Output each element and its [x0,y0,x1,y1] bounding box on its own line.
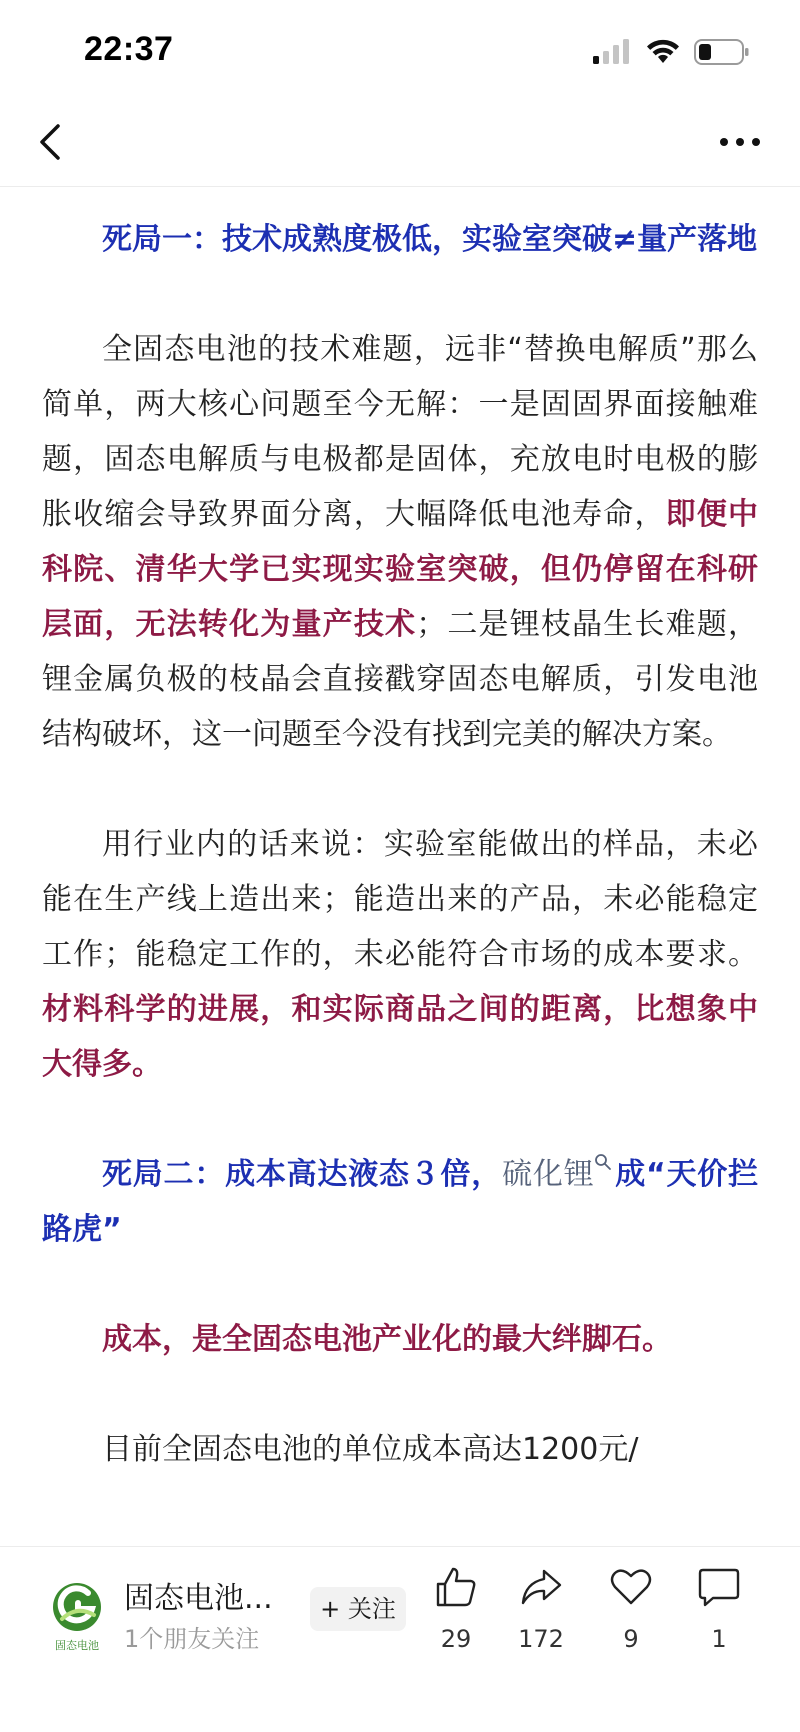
back-button[interactable] [28,118,76,166]
comment-button[interactable] [684,1565,754,1653]
follow-button[interactable]: + 关注 [310,1587,406,1631]
article-paragraph-1 [42,322,758,762]
status-bar [0,0,800,100]
comment-count: 1 [711,1625,727,1653]
paragraph-text: 全固态电池的技术难题，远非“替换电解质”那么简单，两大核心问题至今无解：一是固固界面接触难题，固态电解质与电极都是固体，充放电时电极的膨胀收缩会导致界面分离，大幅降低电池寿命， [42,332,758,532]
article-body [42,212,758,1477]
signal-icon [592,39,632,65]
wifi-icon [646,39,680,65]
highlight-text: 材料科学的进展，和实际商品之间的距离，比想象中大得多。 [42,992,758,1082]
battery-icon [694,38,750,66]
share-button[interactable] [506,1565,576,1653]
paragraph-text: 用行业内的话来说：实验室能做出的样品，未必能在生产线上造出来；能造出来的产品，未必能稳定工作；能稳定工作的，未必能符合市场的成本要求。 [42,827,758,972]
heart-icon [609,1565,653,1609]
nav-bar [0,100,800,187]
paragraph-text: ；二是锂枝晶生长难题，锂金属负极的枝晶会直接戳穿固态电解质，引发电池结构破坏，这一问题至今没有找到完美的解决方案。 [42,607,759,752]
favorite-count: 9 [623,1625,639,1653]
account-followers: 1个朋友关注 [124,1625,260,1653]
keyword-text: 硫化锂 [502,1157,595,1192]
account-logo-icon [42,1577,112,1653]
more-button[interactable] [716,124,764,160]
section-heading-2 [42,1147,758,1257]
status-icons [592,38,750,66]
article-paragraph-2 [42,817,758,1092]
article-paragraph-3: 成本，是全固态电池产业化的最大绊脚石。 [102,1322,672,1357]
more-dots-icon [716,124,764,160]
favorite-button[interactable] [596,1565,666,1653]
bottom-action-bar [0,1546,800,1732]
like-count: 29 [440,1625,472,1653]
thumbs-up-icon [434,1565,478,1609]
account-logo-text: 固态电池 [55,1639,99,1652]
section-heading-1: 死局一：技术成熟度极低，实验室突破≠量产落地 [102,222,758,257]
account-avatar[interactable] [42,1577,112,1653]
like-button[interactable] [421,1565,491,1653]
chevron-left-icon [28,118,76,166]
keyword-link[interactable] [502,1157,614,1192]
heading-text: 成“天价拦路虎” [42,1157,759,1247]
heading-text: 死局二：成本高达液态３倍， [102,1157,503,1192]
article-paragraph-4: 目前全固态电池的单位成本高达1200元/ [102,1432,639,1467]
search-icon [594,1153,612,1171]
account-name[interactable]: 固态电池... [124,1581,273,1616]
status-time: 22:37 [84,30,174,68]
highlight-text: 即便中科院、清华大学已实现实验室突破，但仍停留在科研层面，无法转化为量产技术 [42,497,759,642]
share-count: 172 [518,1625,564,1653]
comment-icon [697,1565,741,1609]
share-icon [519,1565,563,1609]
